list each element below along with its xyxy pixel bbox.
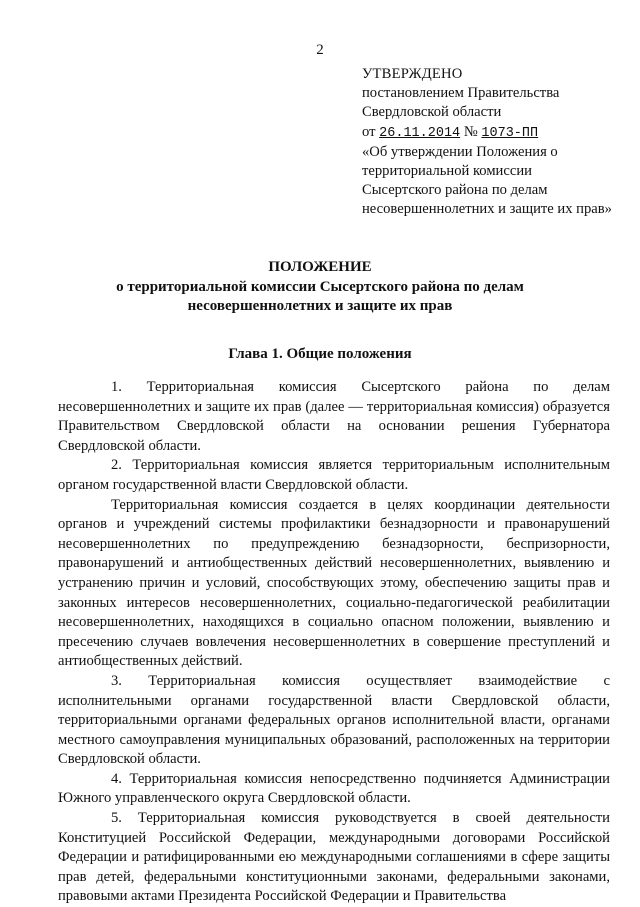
paragraph-6: 5. Территориальная комиссия руководствуется в своей деятельности Конституцией Российской Федерации, международными договорами Российской Федерации и ратифицированными ею международными соглашениями в сфере защиты прав детей, федеральными конституционными законами, федеральными законами, правовыми актами Президента Российской Федерации и Правительства	[58, 810, 610, 905]
document-subtitle-line-2: несовершеннолетних и защите их прав	[187, 298, 453, 314]
document-subtitle-line-1: о территориальной комиссии Сысертского района по делам	[116, 278, 524, 295]
page-number: 2	[316, 42, 324, 58]
document-title: ПОЛОЖЕНИЕ	[268, 259, 372, 275]
paragraph-3: Территориальная комиссия создается в целях координации деятельности органов и учреждений системы профилактики безнадзорности и правонарушений несовершеннолетних по предупреждению безнадзорности, беспризорности, правонарушений и антиобщественных действий несовершеннолетних, выявлению и устранению причин и условий, способствующих этому, обеспечению защиты прав и законных интересов несовершеннолетних, социально-педагогической реабилитации несовершеннолетних, находящихся в социально опасном положении, выявлению и пресечению случаев вовлечения несовершеннолетних в совершение преступлений и антиобщественных действий.	[58, 496, 610, 670]
approval-line-1: постановлением Правительства	[362, 85, 560, 102]
number-prefix: №	[463, 123, 478, 140]
date-prefix: от	[362, 123, 376, 140]
paragraph-5: 4. Территориальная комиссия непосредственно подчиняется Администрации Южного управленческого округа Свердловской области.	[58, 770, 610, 807]
approval-date-line	[362, 123, 612, 143]
paragraph-1: 1. Территориальная комиссия Сысертского района по делам несовершеннолетних и защите их прав (далее — территориальная комиссия) образуется Правительством Свердловской области на основании решения Губернатора Свердловской области.	[58, 379, 610, 454]
approval-block	[362, 65, 612, 220]
approval-number: 1073-ПП	[481, 125, 539, 141]
approval-date: 26.11.2014	[379, 125, 461, 141]
approval-subject: «Об утверждении Положения о территориальной комиссии Сысертского района по делам несовершеннолетних и защите их прав»	[362, 143, 612, 218]
paragraph-4: 3. Территориальная комиссия осуществляет взаимодействие с исполнительными органами государственной власти Свердловской области, территориальными органами федеральных органов исполнительной власти, органами местного самоуправления муниципальных образований, расположенных на территории Свердловской области.	[58, 672, 610, 768]
paragraph-2: 2. Территориальная комиссия является территориальным исполнительным органом государственной власти Свердловской области.	[58, 457, 610, 493]
body-text	[58, 378, 610, 907]
chapter-heading: Глава 1. Общие положения	[228, 346, 412, 362]
approval-line-2: Свердловской области	[362, 104, 502, 121]
document-title-block	[0, 258, 640, 317]
approval-title: УТВЕРЖДЕНО	[362, 66, 463, 82]
